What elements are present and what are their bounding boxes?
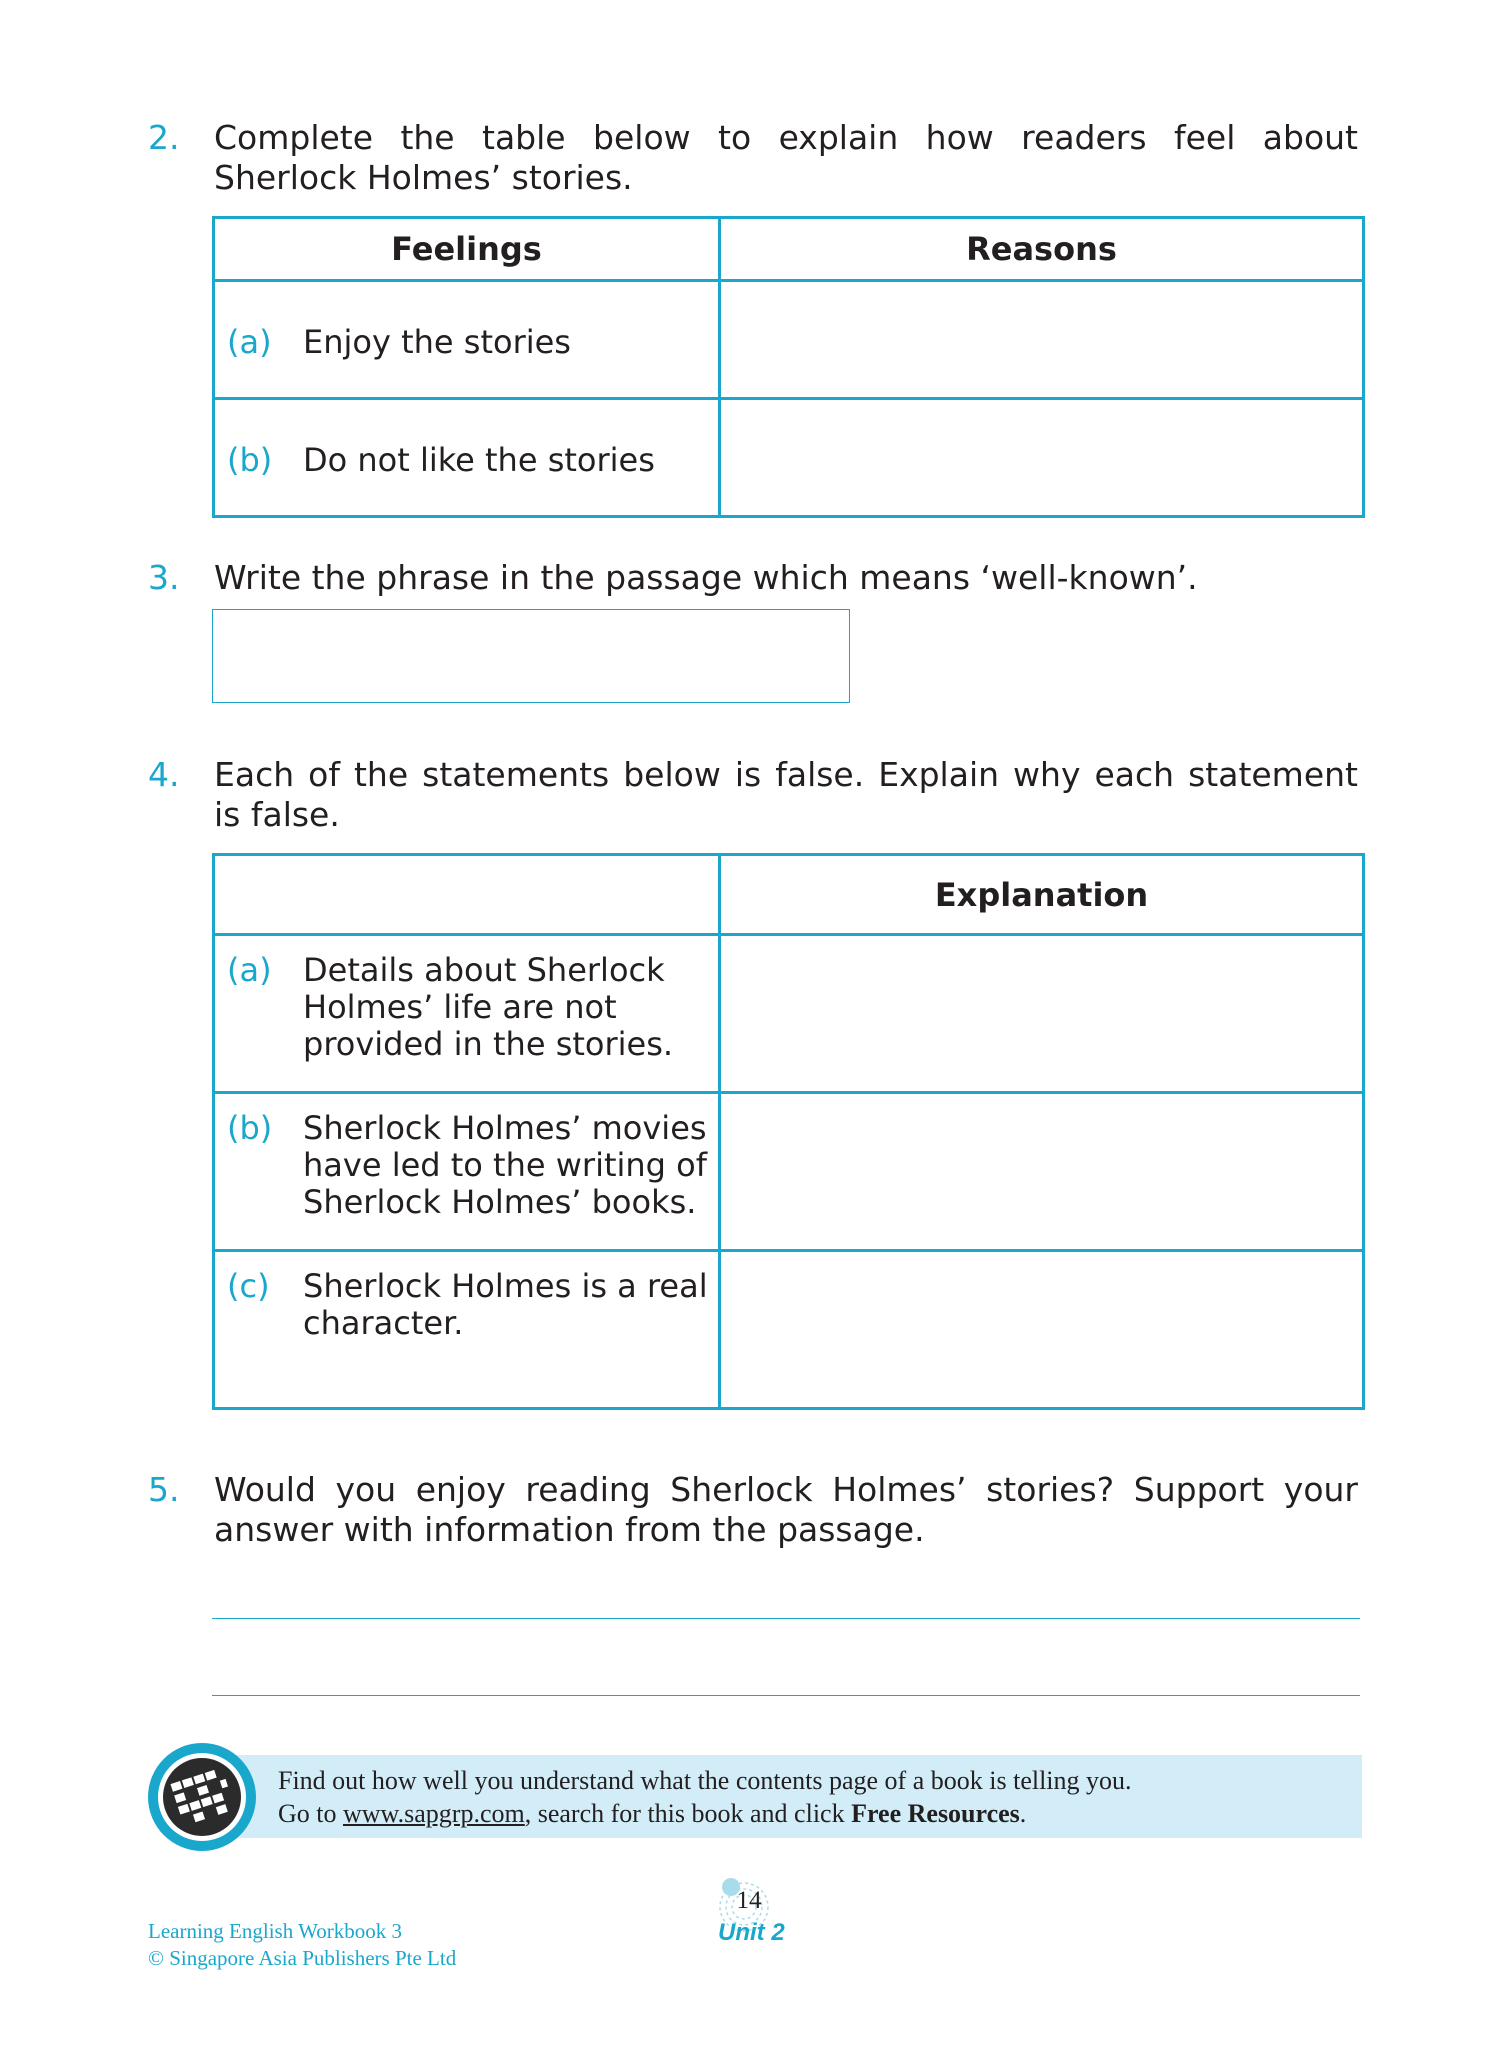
explanation-answer-cell-c[interactable] bbox=[720, 1251, 1364, 1409]
row-label: (a) bbox=[227, 951, 272, 989]
table-row bbox=[214, 399, 1364, 517]
question-5-number: 5. bbox=[148, 1470, 180, 1509]
reasons-header: Reasons bbox=[720, 218, 1364, 281]
copyright: © Singapore Asia Publishers Pte Ltd bbox=[148, 1946, 457, 1970]
book-title: Learning English Workbook 3 bbox=[148, 1919, 402, 1943]
row-text: Sherlock Holmes’ movies have led to the writing of Sherlock Holmes’ books. bbox=[303, 1109, 707, 1221]
row-text: Enjoy the stories bbox=[303, 323, 571, 361]
table-row bbox=[214, 935, 1364, 1093]
table-row bbox=[214, 1251, 1364, 1409]
table-row bbox=[214, 281, 1364, 399]
question-5-text: Would you enjoy reading Sherlock Holmes’ stories? Support your answer with information from the passage. bbox=[214, 1470, 1358, 1549]
unit-label: Unit 2 bbox=[718, 1919, 785, 1946]
row-text: Details about Sherlock Holmes’ life are not provided in the stories. bbox=[303, 951, 674, 1063]
explanation-header: Explanation bbox=[720, 855, 1364, 935]
explanation-answer-cell-a[interactable] bbox=[720, 935, 1364, 1093]
answer-line[interactable] bbox=[212, 1695, 1360, 1696]
crossword-badge-icon bbox=[146, 1741, 258, 1853]
row-text: Sherlock Holmes is a real character. bbox=[303, 1267, 708, 1342]
question-3-number: 3. bbox=[148, 558, 180, 597]
banner-line-1: Find out how well you understand what the contents page of a book is telling you. bbox=[278, 1766, 1132, 1795]
feelings-table bbox=[212, 216, 1365, 518]
question-4-number: 4. bbox=[148, 755, 180, 794]
row-label: (c) bbox=[227, 1267, 270, 1305]
website-link[interactable]: www.sapgrp.com bbox=[343, 1799, 525, 1828]
question-4-text: Each of the statements below is false. Explain why each statement is false. bbox=[214, 755, 1358, 834]
question-3-text: Write the phrase in the passage which means ‘well-known’. bbox=[214, 558, 1198, 597]
banner-line-2-mid: , search for this book and click bbox=[524, 1799, 852, 1828]
phrase-answer-box[interactable] bbox=[212, 609, 850, 703]
row-label: (b) bbox=[227, 441, 273, 479]
banner-line-2-end: . bbox=[1019, 1799, 1027, 1828]
banner-text bbox=[278, 1764, 1132, 1830]
free-resources-label: Free Resources bbox=[851, 1799, 1020, 1828]
question-5 bbox=[148, 1470, 1362, 1550]
page-number: 14 bbox=[736, 1887, 762, 1914]
question-2-number: 2. bbox=[148, 118, 180, 157]
row-label: (b) bbox=[227, 1109, 273, 1147]
reason-answer-cell-a[interactable] bbox=[720, 281, 1364, 399]
answer-line[interactable] bbox=[212, 1618, 1360, 1619]
explanation-answer-cell-b[interactable] bbox=[720, 1093, 1364, 1251]
banner-line-2 bbox=[278, 1797, 1132, 1830]
question-3 bbox=[148, 558, 1362, 598]
row-label: (a) bbox=[227, 323, 272, 361]
row-text: Do not like the stories bbox=[303, 441, 655, 479]
footer-credits bbox=[148, 1918, 456, 1972]
statement-header bbox=[214, 855, 720, 935]
question-2-text: Complete the table below to explain how readers feel about Sherlock Holmes’ stories. bbox=[214, 118, 1358, 197]
table-row bbox=[214, 1093, 1364, 1251]
banner-line-2-prefix: Go to bbox=[278, 1799, 343, 1828]
question-2 bbox=[148, 118, 1362, 198]
free-resources-banner bbox=[212, 1755, 1362, 1838]
statements-table bbox=[212, 853, 1365, 1410]
question-4 bbox=[148, 755, 1362, 835]
feelings-header: Feelings bbox=[214, 218, 720, 281]
reason-answer-cell-b[interactable] bbox=[720, 399, 1364, 517]
